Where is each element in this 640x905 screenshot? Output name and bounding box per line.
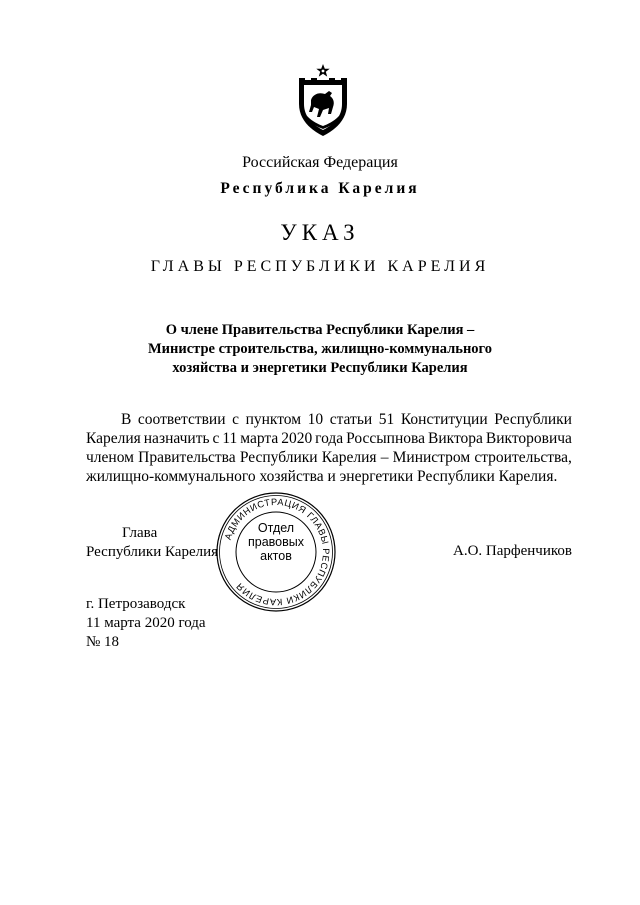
- subject-line: хозяйства и энергетики Республики Карелия: [172, 360, 468, 376]
- body-word: с: [212, 430, 220, 447]
- signatory-title-line: Глава: [122, 525, 158, 541]
- decree-subject: [0, 321, 640, 378]
- body-word: Виктора: [427, 430, 483, 447]
- subject-line: О члене Правительства Республики Карелия –: [165, 322, 475, 338]
- body-word: Республики: [494, 411, 572, 428]
- subject-line: Министре строительства, жилищно-коммунального: [147, 341, 493, 357]
- body-line: [86, 429, 572, 448]
- decree-number: № 18: [86, 634, 120, 650]
- document-issuer: ГЛАВЫ РЕСПУБЛИКИ КАРЕЛИЯ: [150, 258, 490, 275]
- body-word: жилищно-коммунального хозяйства и энергетики Республики Карелия.: [86, 468, 558, 485]
- body-line: [86, 467, 572, 486]
- body-word: Карелия: [321, 449, 377, 466]
- issue-details: [86, 595, 206, 652]
- stamp-center-line: актов: [260, 549, 292, 563]
- stamp-center-line: правовых: [248, 535, 304, 549]
- body-word: строительства,: [474, 449, 572, 466]
- decree-body: [86, 410, 572, 486]
- body-word: В: [121, 411, 132, 428]
- body-word: марта: [240, 430, 279, 447]
- body-word: –: [380, 449, 389, 466]
- stamp-ring-text: АДМИНИСТРАЦИЯ ГЛАВЫ РЕСПУБЛИКИ КАРЕЛИЯ: [222, 496, 332, 608]
- body-word: назначить: [143, 430, 210, 447]
- body-word: Министром: [392, 449, 471, 466]
- body-word: членом: [86, 449, 134, 466]
- body-word: с: [232, 411, 239, 428]
- body-word: 51: [378, 411, 395, 428]
- signatory-name: А.О. Парфенчиков: [453, 543, 572, 559]
- body-word: соответствии: [137, 411, 226, 428]
- republic-name: Республика Карелия: [220, 180, 420, 197]
- body-word: Россыпнова: [346, 430, 426, 447]
- stamp-center-line: Отдел: [257, 521, 295, 535]
- body-word: 10: [307, 411, 324, 428]
- body-word: статьи: [329, 411, 373, 428]
- body-word: Карелия: [86, 430, 141, 447]
- body-word: Конституции: [400, 411, 488, 428]
- document-type: УКАЗ: [280, 220, 360, 245]
- body-line: [86, 448, 572, 467]
- body-word: пунктом: [245, 411, 302, 428]
- body-word: 11: [222, 430, 238, 447]
- body-line: [86, 410, 572, 429]
- signatory-title-line: Республики Карелия: [86, 544, 219, 560]
- body-word: Викторовича: [485, 430, 572, 447]
- issue-city: г. Петрозаводск: [86, 596, 186, 612]
- signatory-title: [86, 524, 218, 562]
- body-word: Правительства: [138, 449, 236, 466]
- body-word: Республики: [239, 449, 318, 466]
- body-word: года: [315, 430, 344, 447]
- country-name: Российская Федерация: [242, 154, 398, 171]
- body-word: 2020: [281, 430, 313, 447]
- stamp-center-text: [240, 521, 312, 563]
- karelia-coat-of-arms-icon: [295, 64, 351, 138]
- issue-date: 11 марта 2020 года: [86, 615, 206, 631]
